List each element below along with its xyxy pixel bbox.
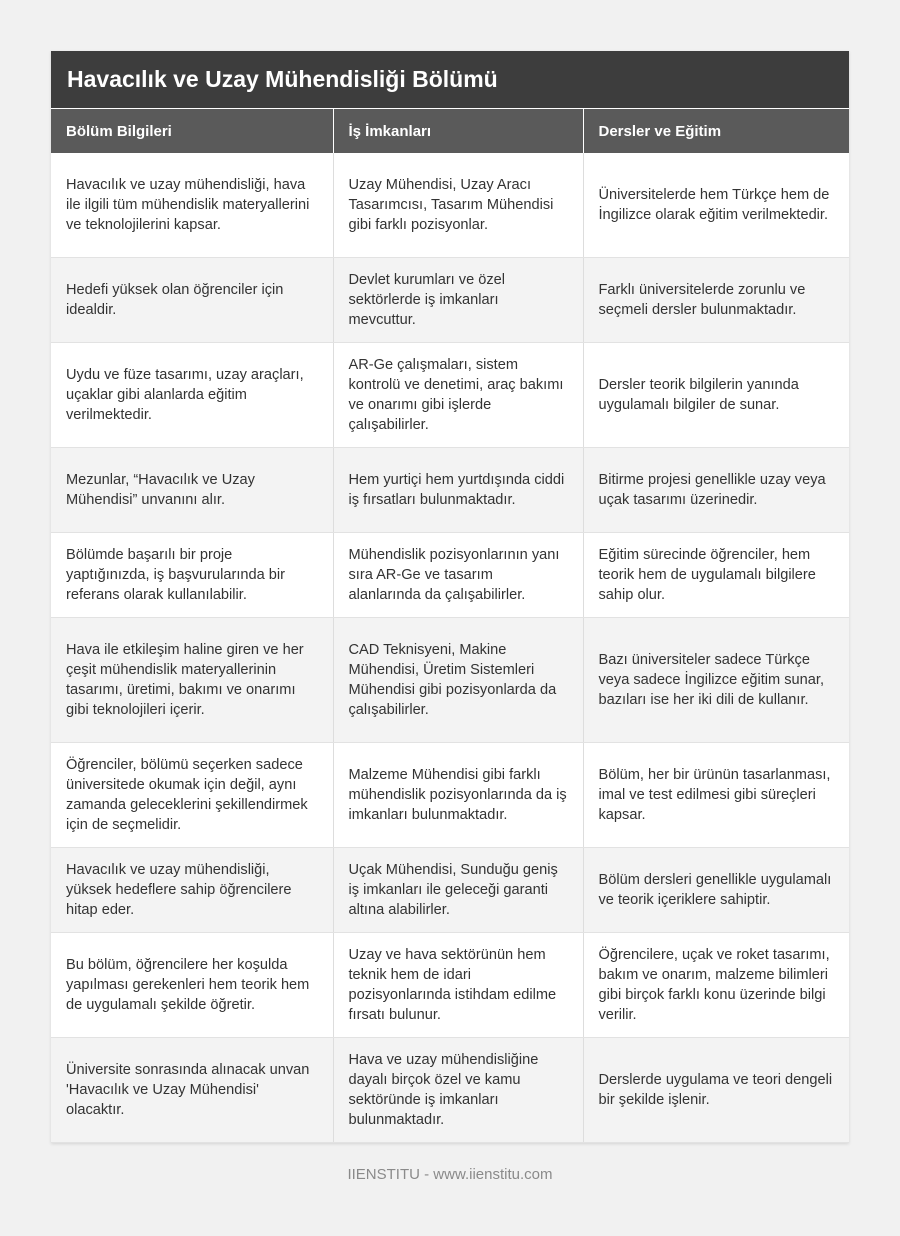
table-cell: AR-Ge çalışmaları, sistem kontrolü ve denetimi, araç bakımı ve onarımı gibi işlerde çalışabilirler. bbox=[333, 343, 583, 448]
comparison-table-card bbox=[51, 51, 849, 1143]
table-cell: Farklı üniversitelerde zorunlu ve seçmeli dersler bulunmaktadır. bbox=[583, 258, 849, 343]
table-cell: Üniversite sonrasında alınacak unvan 'Havacılık ve Uzay Mühendisi' olacaktır. bbox=[51, 1038, 333, 1143]
table-cell: Hedefi yüksek olan öğrenciler için idealdir. bbox=[51, 258, 333, 343]
table-cell: Bazı üniversiteler sadece Türkçe veya sadece İngilizce eğitim sunar, bazıları ise her iki dili de kullanır. bbox=[583, 618, 849, 743]
table-cell: CAD Teknisyeni, Makine Mühendisi, Üretim Sistemleri Mühendisi gibi pozisyonlarda da çalışabilirler. bbox=[333, 618, 583, 743]
table-cell: Devlet kurumları ve özel sektörlerde iş imkanları mevcuttur. bbox=[333, 258, 583, 343]
table-cell: Derslerde uygulama ve teori dengeli bir şekilde işlenir. bbox=[583, 1038, 849, 1143]
table-cell: Uzay ve hava sektörünün hem teknik hem de idari pozisyonlarında istihdam edilme fırsatı bulunur. bbox=[333, 933, 583, 1038]
column-header: İş İmkanları bbox=[333, 109, 583, 154]
table-cell: Hem yurtiçi hem yurtdışında ciddi iş fırsatları bulunmaktadır. bbox=[333, 448, 583, 533]
table-cell: Öğrencilere, uçak ve roket tasarımı, bakım ve onarım, malzeme bilimleri gibi birçok farklı konu üzerinde bilgi verilir. bbox=[583, 933, 849, 1038]
table-cell: Üniversitelerde hem Türkçe hem de İngilizce olarak eğitim verilmektedir. bbox=[583, 153, 849, 258]
table-cell: Mühendislik pozisyonlarının yanı sıra AR-Ge ve tasarım alanlarında da çalışabilirler. bbox=[333, 533, 583, 618]
table-cell: Bitirme projesi genellikle uzay veya uçak tasarımı üzerinedir. bbox=[583, 448, 849, 533]
table-cell: Mezunlar, “Havacılık ve Uzay Mühendisi” unvanını alır. bbox=[51, 448, 333, 533]
table-cell: Hava ve uzay mühendisliğine dayalı birçok özel ve kamu sektöründe iş imkanları bulunmaktadır. bbox=[333, 1038, 583, 1143]
table-row bbox=[51, 743, 849, 848]
table-cell: Bu bölüm, öğrencilere her koşulda yapılması gerekenleri hem teorik hem de uygulamalı şekilde öğretir. bbox=[51, 933, 333, 1038]
table-row bbox=[51, 448, 849, 533]
table-cell: Havacılık ve uzay mühendisliği, yüksek hedeflere sahip öğrencilere hitap eder. bbox=[51, 848, 333, 933]
table-cell: Uçak Mühendisi, Sunduğu geniş iş imkanları ile geleceği garanti altına alabilirler. bbox=[333, 848, 583, 933]
table-cell: Hava ile etkileşim haline giren ve her çeşit mühendislik materyallerinin tasarımı, üretimi, bakımı ve onarımı gibi teknolojileri içerir. bbox=[51, 618, 333, 743]
table-row bbox=[51, 343, 849, 448]
table-cell: Bölüm dersleri genellikle uygulamalı ve teorik içeriklere sahiptir. bbox=[583, 848, 849, 933]
table-cell: Bölüm, her bir ürünün tasarlanması, imal ve test edilmesi gibi süreçleri kapsar. bbox=[583, 743, 849, 848]
table-row bbox=[51, 933, 849, 1038]
table-cell: Öğrenciler, bölümü seçerken sadece üniversitede okumak için değil, aynı zamanda geleceklerini şekillendirmek için de seçmelidir. bbox=[51, 743, 333, 848]
table-title: Havacılık ve Uzay Mühendisliği Bölümü bbox=[51, 51, 849, 108]
table-row bbox=[51, 533, 849, 618]
table-row bbox=[51, 618, 849, 743]
table-cell: Dersler teorik bilgilerin yanında uygulamalı bilgiler de sunar. bbox=[583, 343, 849, 448]
table-cell: Uydu ve füze tasarımı, uzay araçları, uçaklar gibi alanlarda eğitim verilmektedir. bbox=[51, 343, 333, 448]
table-cell: Malzeme Mühendisi gibi farklı mühendislik pozisyonlarında da iş imkanları bulunmaktadır. bbox=[333, 743, 583, 848]
comparison-table bbox=[51, 108, 849, 1143]
table-row bbox=[51, 258, 849, 343]
table-row bbox=[51, 848, 849, 933]
table-cell: Bölümde başarılı bir proje yaptığınızda, iş başvurularında bir referans olarak kullanılabilir. bbox=[51, 533, 333, 618]
table-row bbox=[51, 1038, 849, 1143]
footer-credit: IIENSTITU - www.iienstitu.com bbox=[347, 1166, 553, 1183]
table-cell: Eğitim sürecinde öğrenciler, hem teorik hem de uygulamalı bilgilere sahip olur. bbox=[583, 533, 849, 618]
table-header-row bbox=[51, 109, 849, 154]
column-header: Bölüm Bilgileri bbox=[51, 109, 333, 154]
table-cell: Havacılık ve uzay mühendisliği, hava ile ilgili tüm mühendislik materyallerini ve teknolojilerini kapsar. bbox=[51, 153, 333, 258]
table-row bbox=[51, 153, 849, 258]
column-header: Dersler ve Eğitim bbox=[583, 109, 849, 154]
table-cell: Uzay Mühendisi, Uzay Aracı Tasarımcısı, Tasarım Mühendisi gibi farklı pozisyonlar. bbox=[333, 153, 583, 258]
